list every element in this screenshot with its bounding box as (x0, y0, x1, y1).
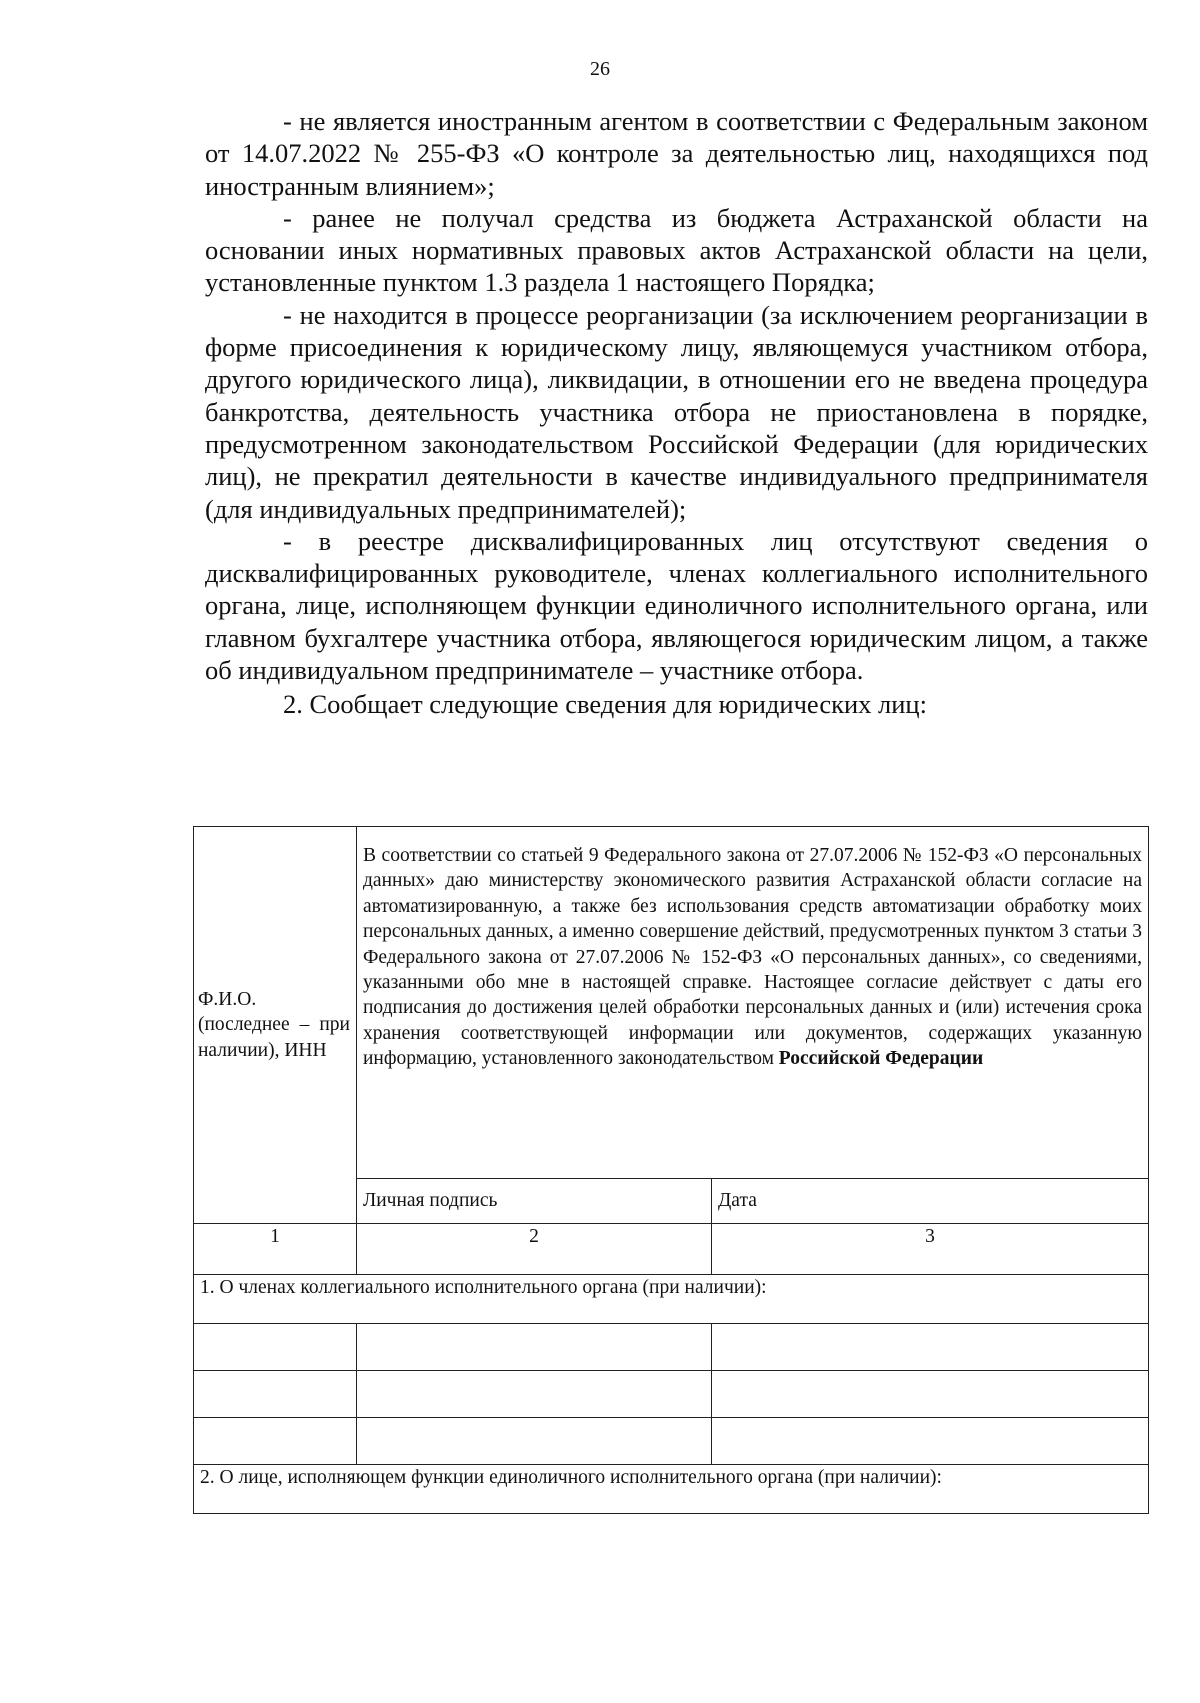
table-cell[interactable] (357, 1418, 712, 1465)
page-number: 26 (590, 58, 610, 80)
paragraph-foreign-agent: - не является иностранным агентом в соответствии с Федеральным законом от 14.07.2022 № 255-ФЗ «О контроле за деятельностью лиц, находящихся под иностранным влиянием»; (205, 106, 1148, 201)
fio-label-cell (194, 827, 357, 1224)
column-number: 1 (194, 1224, 357, 1275)
table-row (194, 1371, 1149, 1418)
information-table (193, 826, 1149, 1514)
paragraph-budget-funds: - ранее не получал средства из бюджета Астраханской области на основании иных нормативных правовых актов Астраханской области на цели, установленные пунктом 1.3 раздела 1 настоящего Порядка; (205, 202, 1148, 298)
column-number: 3 (712, 1224, 1149, 1275)
consent-text: В соответствии со статьей 9 Федерального закона от 27.07.2006 № 152-ФЗ «О персональных данных» даю министерству экономического развития Астраханской области согласие на автоматизированную, а также без использования средств автоматизации обработку моих персональных данных, а именно совершение действий, предусмотренных пунктом 3 статьи 3 Федерального закона от 27.07.2006 № 152-ФЗ «О персональных данных», со сведениями, указанными обо мне в настоящей справке. Настоящее согласие действует с даты его подписания до достижения целей обработки персональных данных и (или) истечения срока хранения соответствующей информации или документов, содержащих указанную информацию, установленного законодательством (363, 845, 1142, 1070)
table-cell[interactable] (194, 1324, 357, 1371)
column-number-row (194, 1224, 1149, 1275)
table-cell[interactable] (194, 1418, 357, 1465)
table-cell[interactable] (194, 1371, 357, 1418)
consent-row (194, 827, 1149, 1179)
column-number: 2 (357, 1224, 712, 1275)
date-field[interactable] (712, 1179, 1149, 1224)
table-cell[interactable] (712, 1418, 1149, 1465)
table-cell[interactable] (712, 1371, 1149, 1418)
signature-field[interactable] (357, 1179, 712, 1224)
table-cell[interactable] (357, 1324, 712, 1371)
section-row (194, 1275, 1149, 1324)
section-sole-executive: 2. О лице, исполняющем функции единоличного исполнительного органа (при наличии): (194, 1465, 1149, 1514)
table-cell[interactable] (712, 1324, 1149, 1371)
date-label: Дата (718, 1190, 757, 1212)
section-row (194, 1465, 1149, 1514)
document-body (205, 105, 1148, 721)
table-cell[interactable] (357, 1371, 712, 1418)
consent-text-end: Российской Федерации (778, 1048, 984, 1070)
paragraph-disqualified-registry: - в реестре дисквалифицированных лиц отсутствуют сведения о дисквалифицированных руководителе, членах коллегиального исполнительного органа, лице, исполняющем функции единоличного исполнительного органа, или главном бухгалтере участника отбора, являющегося юридическим лицом, а также об индивидуальном предпринимателе – участнике отбора. (205, 525, 1148, 686)
table-row (194, 1324, 1149, 1371)
section-collegial-body: 1. О членах коллегиального исполнительного органа (при наличии): (194, 1275, 1149, 1324)
paragraph-legal-entity-info: 2. Сообщает следующие сведения для юридических лиц: (283, 689, 927, 720)
paragraph-reorganization: - не находится в процессе реорганизации (за исключением реорганизации в форме присоединения к юридическому лицу, являющемуся участником отбора, другого юридического лица), ликвидации, в отношении его не введена процедура банкротства, деятельность участника отбора не приостановлена в порядке, предусмотренном законодательством Российской Федерации (для юридических лиц), не прекратил деятельности в качестве индивидуального предпринимателя (для индивидуальных предпринимателей); (205, 299, 1148, 524)
table-row (194, 1418, 1149, 1465)
signature-label: Личная подпись (363, 1190, 498, 1212)
consent-cell (357, 827, 1149, 1179)
fio-label: Ф.И.О. (последнее – при наличии), ИНН (198, 988, 350, 1061)
